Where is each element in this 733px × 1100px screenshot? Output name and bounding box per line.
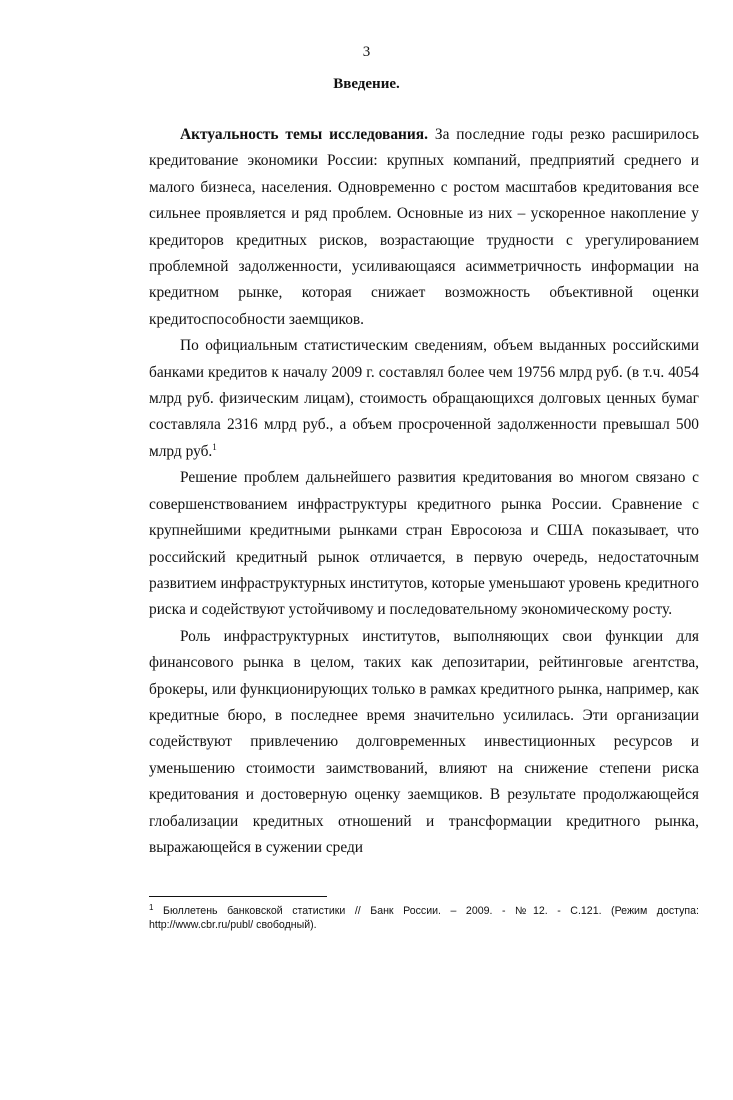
paragraph-lead: Актуальность темы исследования. <box>180 126 428 143</box>
body-text <box>149 122 699 861</box>
paragraph-text: Решение проблем дальнейшего развития кредитования во многом связано с совершенствованием инфраструктуры кредитного рынка России. Сравнение с крупнейшими кредитными рынками стран Евросоюза и США показывает, что российский кредитный рынок отличается, в первую очередь, недостаточным развитием инфраструктурных институтов, которые уменьшают уровень кредитного риска и содействуют устойчивому и последовательному экономическому росту. <box>149 469 699 619</box>
paragraph-institutions <box>149 624 699 862</box>
section-heading: Введение. <box>333 76 400 92</box>
paragraph-statistics <box>149 333 699 465</box>
footnote <box>149 904 699 932</box>
paragraph-text: По официальным статистическим сведениям, объем выданных российскими банками кредитов к началу 2009 г. составлял более чем 19756 млрд руб. (в т.ч. 4054 млрд руб. физическим лицам), стоимость обращающихся долговых ценных бумаг составляла 2316 млрд руб., а объем просроченной задолженности превышал 500 млрд руб. <box>149 337 699 460</box>
paragraph-text: За последние годы резко расширилось кредитование экономики России: крупных компаний, предприятий среднего и малого бизнеса, населения. Одновременно с ростом масштабов кредитования все сильнее проявляется и ряд проблем. Основные из них – ускоренное накопление у кредиторов кредитных рисков, возрастающие трудности с урегулированием проблемной задолженности, усиливающаяся асимметричность информации на кредитном рынке, которая снижает возможность объективной оценки кредитоспособности заемщиков. <box>149 126 699 328</box>
page-number: 3 <box>362 44 371 60</box>
paragraph-text: Роль инфраструктурных институтов, выполняющих свои функции для финансового рынка в целом, таких как депозитарии, рейтинговые агентства, брокеры, или функционирующих только в рамках кредитного рынка, например, как кредитные бюро, в последнее время значительно усилилась. Эти организации содействуют привлечению долговременных инвестиционных ресурсов и уменьшению стоимости заимствований, влияют на снижение степени риска кредитования и достоверную оценку заемщиков. В результате продолжающейся глобализации кредитных отношений и трансформации кредитного рынка, выражающейся в сужении среди <box>149 627 699 856</box>
footnote-text: Бюллетень банковской статистики // Банк России. – 2009. - №12. - С.121. (Режим доступа: http://www.cbr.ru/publ/ свободный). <box>149 905 699 931</box>
paragraph-relevance <box>149 122 699 333</box>
footnote-marker: 1 <box>149 903 154 912</box>
paragraph-infrastructure <box>149 465 699 623</box>
footnote-divider <box>149 896 327 897</box>
footnote-reference[interactable]: 1 <box>212 441 217 452</box>
